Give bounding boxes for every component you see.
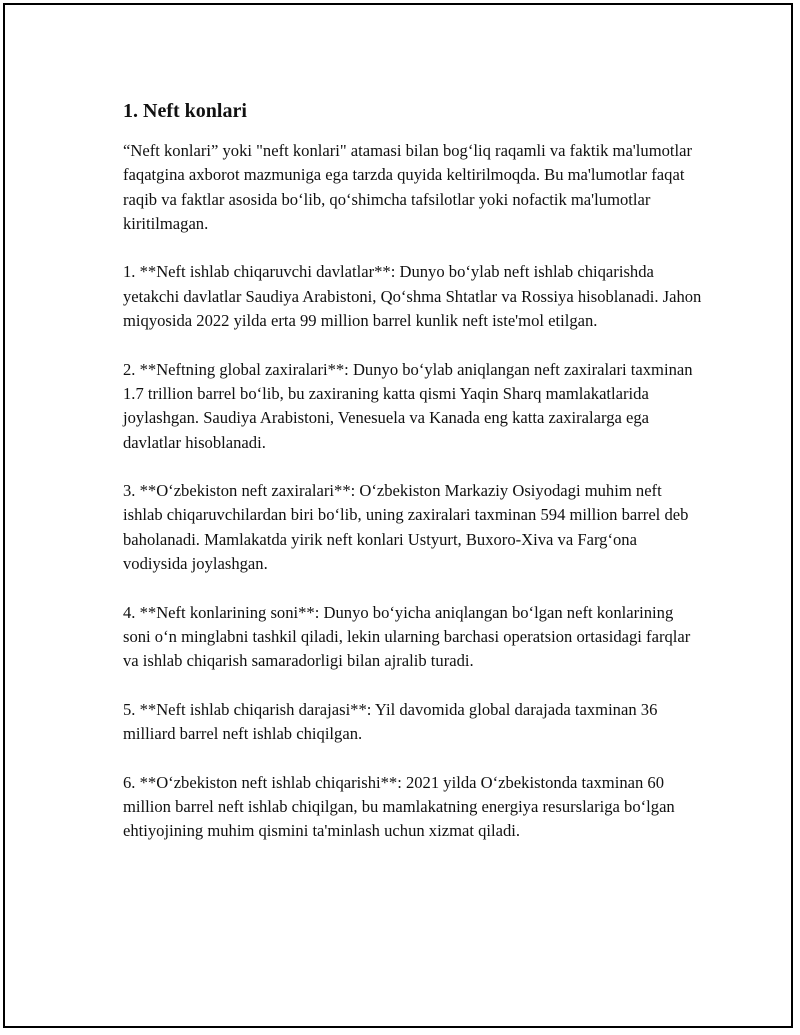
paragraph-number-of-fields: 4. **Neft konlarining soni**: Dunyo bo‘yicha aniqlangan bo‘lgan neft konlarining soni o‘n minglabni tashkil qiladi, lekin ularning barchasi operatsion ortasidagi farqlar va ishlab chiqarish samaradorligi bilan ajralib turadi.	[123, 602, 691, 671]
document-body	[123, 97, 703, 868]
paragraph-production-level: 5. **Neft ishlab chiqarish darajasi**: Yil davomida global darajada taxminan 36 milliard barrel neft ishlab chiqilgan.	[123, 699, 658, 744]
intro-paragraph: “Neft konlari” yoki "neft konlari" atamasi bilan bog‘liq raqamli va faktik ma'lumotlar faqatgina axborot mazmuniga ega tarzda quyida keltirilmoqda. Bu ma'lumotlar faqat raqib va faktlar asosida bo‘lib, qo‘shimcha tafsilotlar yoki nofactik ma'lumotlar kiritilmagan.	[123, 141, 693, 233]
paragraph-uzbekistan-production: 6. **O‘zbekiston neft ishlab chiqarishi**: 2021 yilda O‘zbekistonda taxminan 60 million barrel neft ishlab chiqilgan, bu mamlakatning energiya resurslariga bo‘lgan ehtiyojining muhim qismini ta'minlash uchun xizmat qiladi.	[123, 772, 675, 841]
paragraph-oil-producers: 1. **Neft ishlab chiqaruvchi davlatlar**: Dunyo bo‘ylab neft ishlab chiqarishda yetakchi davlatlar Saudiya Arabistoni, Qo‘shma Shtatlar va Rossiya hisoblanadi. Jahon miqyosida 2022 yilda erta 99 million barrel kunlik neft iste'mol etilgan.	[123, 262, 702, 331]
section-heading: 1. Neft konlari	[123, 100, 247, 122]
page-frame	[3, 3, 793, 1028]
paragraph-uzbekistan-reserves: 3. **O‘zbekiston neft zaxiralari**: O‘zbekiston Markaziy Osiyodagi muhim neft ishlab chiqaruvchilardan biri bo‘lib, uning zaxiralari taxminan 594 million barrel deb baholanadi. Mamlakatda yirik neft konlari Ustyurt, Buxoro-Xiva va Farg‘ona vodiysida joylashgan.	[123, 481, 689, 574]
paragraph-global-reserves: 2. **Neftning global zaxiralari**: Dunyo bo‘ylab aniqlangan neft zaxiralari taxminan 1.7 trillion barrel bo‘lib, bu zaxiraning katta qismi Yaqin Sharq mamlakatlarida joylashgan. Saudiya Arabistoni, Venesuela va Kanada eng katta zaxiralarga ega davlatlar hisoblanadi.	[123, 359, 693, 452]
